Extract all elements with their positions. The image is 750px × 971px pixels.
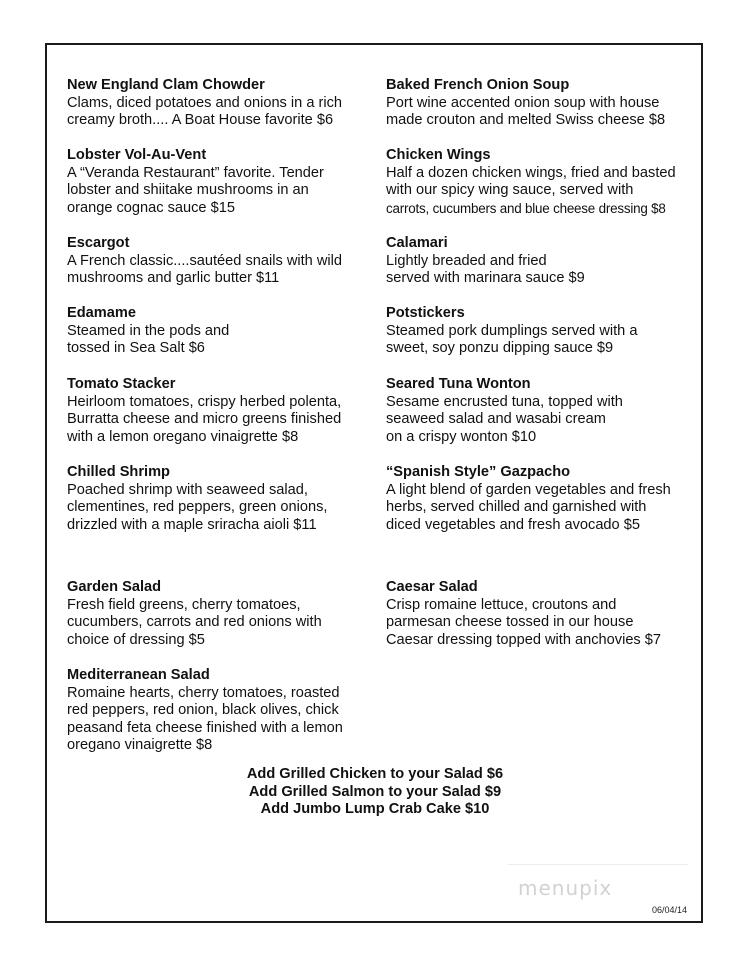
desc-line: herbs, served chilled and garnished with <box>386 499 647 516</box>
menu-item-potstickers <box>386 305 696 358</box>
item-description <box>386 597 696 650</box>
desc-line: cucumbers, carrots and red onions with <box>67 614 322 631</box>
desc-line: Port wine accented onion soup with house <box>386 94 660 111</box>
item-description <box>386 253 696 288</box>
desc-line: A light blend of garden vegetables and fresh <box>386 481 671 498</box>
menu-date: 06/04/14 <box>652 905 688 915</box>
desc-line: A “Veranda Restaurant” favorite. Tender <box>67 164 324 181</box>
desc-line: Romaine hearts, cherry tomatoes, roasted <box>67 684 340 701</box>
item-name: Tomato Stacker <box>67 376 176 392</box>
desc-line: Heirloom tomatoes, crispy herbed polenta, <box>67 393 342 410</box>
menupix-watermark: menupix <box>518 876 613 900</box>
item-description <box>67 95 367 130</box>
item-description <box>67 394 367 447</box>
item-name: Lobster Vol-Au-Vent <box>67 147 207 163</box>
desc-line: oregano vinaigrette $8 <box>67 737 213 754</box>
item-name: Seared Tuna Wonton <box>386 376 531 392</box>
item-name: Edamame <box>67 305 136 321</box>
item-name: Baked French Onion Soup <box>386 77 570 93</box>
item-name: Potstickers <box>386 305 465 321</box>
addon-line: Add Grilled Chicken to your Salad $6 <box>246 766 504 782</box>
menu-item-edamame <box>67 305 367 358</box>
desc-line: Burratta cheese and micro greens finished <box>67 411 342 428</box>
desc-line: Crisp romaine lettuce, croutons and <box>386 596 617 613</box>
menu-item-french-onion-soup <box>386 77 696 130</box>
desc-line: A French classic....sautéed snails with wild <box>67 252 342 269</box>
desc-line: Poached shrimp with seaweed salad, <box>67 481 308 498</box>
menu-item-escargot <box>67 235 367 288</box>
desc-line: drizzled with a maple sriracha aioli $11 <box>67 516 317 533</box>
desc-line: sweet, soy ponzu dipping sauce $9 <box>386 340 614 357</box>
item-name: “Spanish Style” Gazpacho <box>386 464 571 480</box>
desc-line: carrots, cucumbers and blue cheese dressing $8 <box>386 200 666 216</box>
item-description <box>386 165 696 218</box>
item-description <box>67 482 367 535</box>
item-description <box>67 685 367 755</box>
item-description <box>386 482 696 535</box>
desc-line: tossed in Sea Salt $6 <box>67 340 205 357</box>
desc-line: served with marinara sauce $9 <box>386 270 585 287</box>
desc-line: Steamed pork dumplings served with a <box>386 322 638 339</box>
item-description <box>67 253 367 288</box>
item-name: Calamari <box>386 235 448 251</box>
desc-line: Fresh field greens, cherry tomatoes, <box>67 596 301 613</box>
menu-item-chilled-shrimp <box>67 464 367 534</box>
desc-line: orange cognac sauce $15 <box>67 199 235 216</box>
addon-line: Add Grilled Salmon to your Salad $9 <box>248 783 502 800</box>
desc-line: creamy broth.... A Boat House favorite $6 <box>67 112 334 129</box>
item-description <box>386 323 696 358</box>
desc-line: diced vegetables and fresh avocado $5 <box>386 516 640 533</box>
desc-line: seaweed salad and wasabi cream <box>386 411 606 428</box>
desc-line: Sesame encrusted tuna, topped with <box>386 393 623 410</box>
desc-line: clementines, red peppers, green onions, <box>67 499 328 516</box>
desc-line: lobster and shiitake mushrooms in an <box>67 182 309 199</box>
item-name: Caesar Salad <box>386 579 478 595</box>
item-name: New England Clam Chowder <box>67 77 265 93</box>
desc-line: on a crispy wonton $10 <box>386 428 537 445</box>
desc-line: Caesar dressing topped with anchovies $7 <box>386 631 662 648</box>
menu-item-clam-chowder <box>67 77 367 130</box>
desc-line: parmesan cheese tossed in our house <box>386 614 634 631</box>
desc-line: Lightly breaded and fried <box>386 252 547 269</box>
desc-line: mushrooms and garlic butter $11 <box>67 270 280 287</box>
desc-line: red peppers, red onion, black olives, chick <box>67 702 339 719</box>
desc-line: with our spicy wing sauce, served with <box>386 182 634 199</box>
menu-item-garden-salad <box>67 579 367 649</box>
desc-line: peasand feta cheese finished with a lemon <box>67 719 343 736</box>
item-name: Garden Salad <box>67 579 162 595</box>
item-description <box>67 165 367 218</box>
menu-item-mediterranean-salad <box>67 667 367 755</box>
item-description <box>67 597 367 650</box>
item-name: Chilled Shrimp <box>67 464 170 480</box>
menu-item-lobster-vol-au-vent <box>67 147 367 217</box>
item-name: Mediterranean Salad <box>67 667 210 683</box>
menu-item-tomato-stacker <box>67 376 367 446</box>
menu-item-seared-tuna-wonton <box>386 376 696 446</box>
item-description <box>386 95 696 130</box>
menu-item-caesar-salad <box>386 579 696 649</box>
menu-item-gazpacho <box>386 464 696 534</box>
salad-addons <box>0 766 750 819</box>
addon-line: Add Jumbo Lump Crab Cake $10 <box>260 801 490 818</box>
item-name: Escargot <box>67 235 130 251</box>
watermark-rule <box>508 864 688 865</box>
item-description <box>67 323 367 358</box>
desc-line: Steamed in the pods and <box>67 322 230 339</box>
desc-line: Half a dozen chicken wings, fried and basted <box>386 164 676 181</box>
desc-line: choice of dressing $5 <box>67 631 205 648</box>
menu-item-calamari <box>386 235 696 288</box>
item-description <box>386 394 696 447</box>
desc-line: Clams, diced potatoes and onions in a rich <box>67 94 343 111</box>
desc-line: with a lemon oregano vinaigrette $8 <box>67 428 299 445</box>
item-name: Chicken Wings <box>386 147 491 163</box>
menu-item-chicken-wings <box>386 147 696 217</box>
desc-line: made crouton and melted Swiss cheese $8 <box>386 112 666 129</box>
